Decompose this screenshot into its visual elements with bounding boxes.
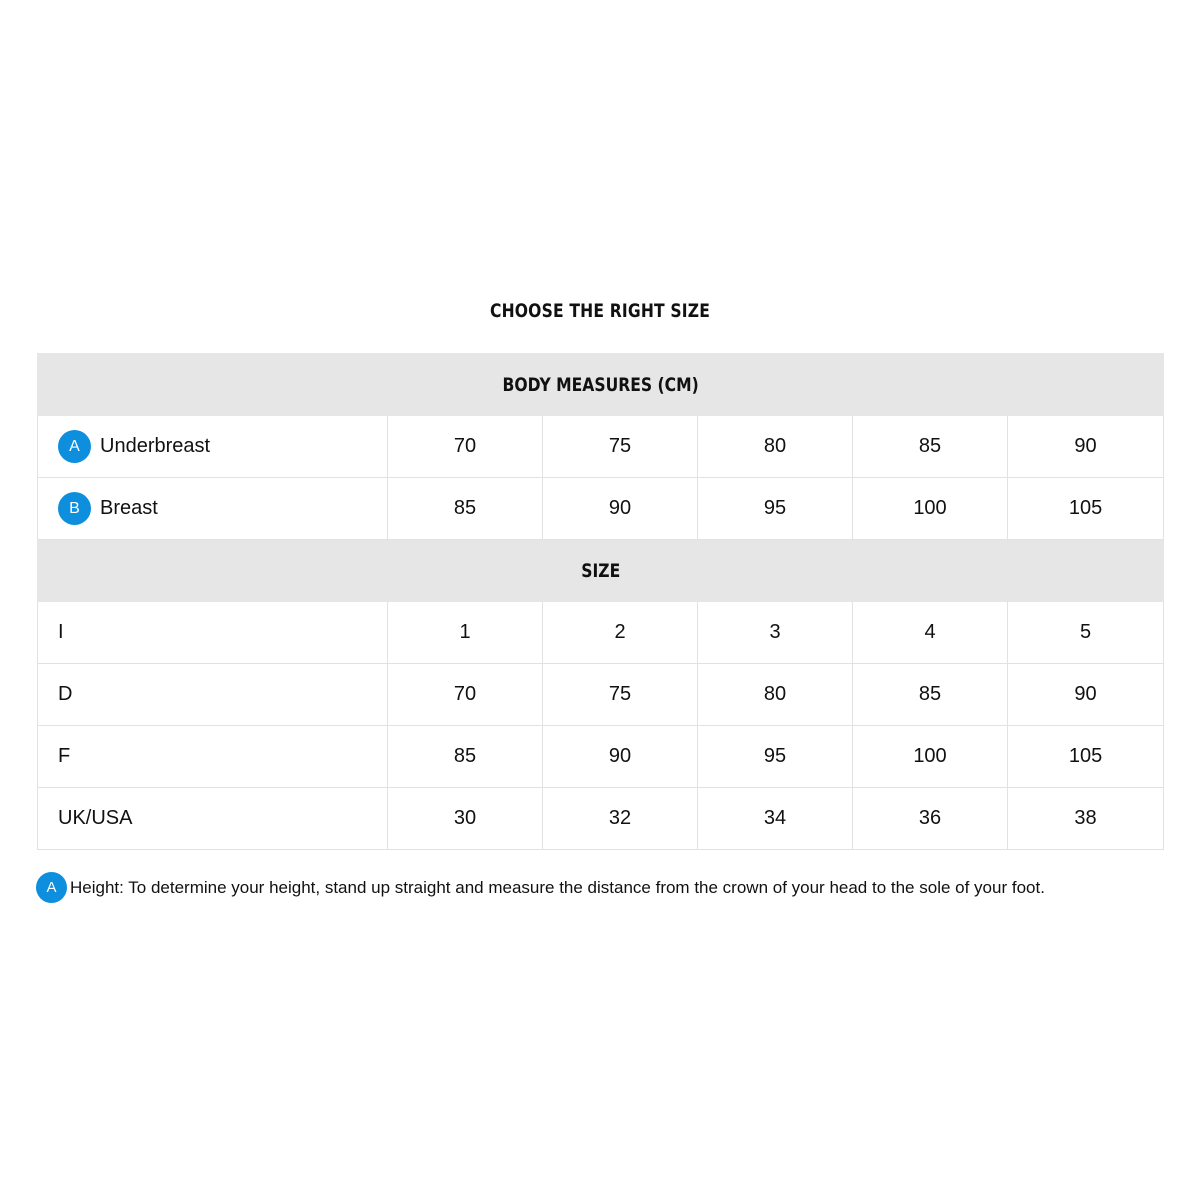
table-cell: 30 bbox=[388, 788, 543, 850]
section-header bbox=[38, 540, 1164, 602]
table-row bbox=[38, 478, 1164, 540]
table-cell: 90 bbox=[1008, 416, 1164, 478]
table-cell: 38 bbox=[1008, 788, 1164, 850]
row-label: F bbox=[38, 726, 388, 788]
table-cell: 105 bbox=[1008, 726, 1164, 788]
table-cell: 85 bbox=[388, 478, 543, 540]
table-cell: 70 bbox=[388, 416, 543, 478]
size-chart-table bbox=[37, 353, 1164, 850]
table-cell: 90 bbox=[543, 478, 698, 540]
size-header-row bbox=[38, 540, 1164, 602]
table-cell: 80 bbox=[698, 416, 853, 478]
table-cell: 4 bbox=[853, 602, 1008, 664]
size-heading: SIZE bbox=[581, 559, 621, 582]
table-cell: 95 bbox=[698, 478, 853, 540]
table-row bbox=[38, 788, 1164, 850]
table-row bbox=[38, 664, 1164, 726]
table-cell: 5 bbox=[1008, 602, 1164, 664]
footnote-text: Height: To determine your height, stand up straight and measure the distance from the crown of your head to the sole of your foot. bbox=[70, 877, 1045, 897]
table-row bbox=[38, 602, 1164, 664]
badge-b-icon: B bbox=[58, 492, 91, 525]
height-footnote bbox=[36, 872, 1045, 903]
table-row bbox=[38, 726, 1164, 788]
row-label: UK/USA bbox=[38, 788, 388, 850]
row-label: Underbreast bbox=[100, 435, 211, 457]
table-cell: 75 bbox=[543, 416, 698, 478]
row-label: I bbox=[38, 602, 388, 664]
table-cell: 85 bbox=[853, 664, 1008, 726]
body-measures-heading: BODY MEASURES (CM) bbox=[502, 373, 699, 396]
table-cell: 85 bbox=[853, 416, 1008, 478]
table-cell: 1 bbox=[388, 602, 543, 664]
table-cell: 90 bbox=[1008, 664, 1164, 726]
body-measures-header-row bbox=[38, 354, 1164, 416]
table-row bbox=[38, 416, 1164, 478]
table-cell: 100 bbox=[853, 478, 1008, 540]
table-cell: 105 bbox=[1008, 478, 1164, 540]
badge-a-icon: A bbox=[58, 430, 91, 463]
row-label-cell bbox=[38, 416, 388, 478]
table-cell: 85 bbox=[388, 726, 543, 788]
table-cell: 80 bbox=[698, 664, 853, 726]
badge-a-icon: A bbox=[36, 872, 67, 903]
table-cell: 3 bbox=[698, 602, 853, 664]
table-cell: 95 bbox=[698, 726, 853, 788]
table-cell: 90 bbox=[543, 726, 698, 788]
row-label: Breast bbox=[100, 497, 158, 519]
row-label-cell bbox=[38, 478, 388, 540]
table-cell: 75 bbox=[543, 664, 698, 726]
table-cell: 32 bbox=[543, 788, 698, 850]
table-cell: 70 bbox=[388, 664, 543, 726]
section-header bbox=[38, 354, 1164, 416]
table-cell: 36 bbox=[853, 788, 1008, 850]
row-label: D bbox=[38, 664, 388, 726]
table-cell: 100 bbox=[853, 726, 1008, 788]
page-title: CHOOSE THE RIGHT SIZE bbox=[489, 300, 711, 322]
table-cell: 34 bbox=[698, 788, 853, 850]
table-cell: 2 bbox=[543, 602, 698, 664]
